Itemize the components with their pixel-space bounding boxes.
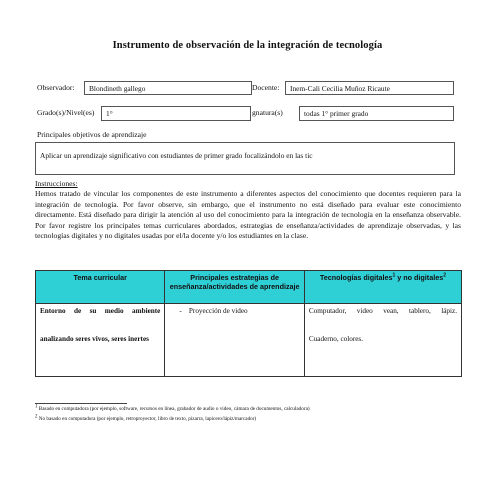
tecnologia-line-1: Computador, video vean, tablero, lápiz. (308, 307, 457, 315)
footnote-2 (35, 416, 256, 422)
objetivos-field[interactable]: Aplicar un aprendizaje significativo con estudiantes de primer grado focalizándolo en las tic (35, 142, 455, 175)
footnote-ref-2: 2 (443, 272, 446, 279)
asignatura-label: gnatura(s) (252, 108, 283, 117)
observador-field[interactable]: Blondineth gallego (84, 81, 252, 95)
docente-label: Docente: (252, 83, 280, 92)
header-tecnologias (304, 271, 461, 304)
footnote-1-text: Basado en computadora (por ejemplo, software, recursos en línea, grabador de audio o video, cámara de documentos, calculadora) (38, 406, 310, 412)
header-estrategias: Principales estrategias de enseñanza/actividades de aprendizaje (165, 271, 305, 304)
tema-line-1: Entorno de su medio ambiente (40, 307, 161, 315)
tema-line-2: analizando seres vivos, seres inertes (40, 335, 149, 343)
cell-estrategias[interactable] (165, 304, 305, 377)
header-tecnologias-no-digitales: y no digitales (395, 273, 444, 282)
footnote-divider (35, 403, 127, 404)
objetivos-label: Principales objetivos de aprendizaje (37, 130, 147, 139)
footnote-ref-1: 1 (392, 272, 396, 279)
grado-field[interactable]: 1° (101, 106, 251, 121)
table-header-row (36, 271, 462, 304)
observation-table (35, 270, 462, 377)
grado-label: Grado(s)/Nivel(es) (37, 108, 95, 117)
footnote-2-number: 2 (35, 414, 38, 420)
estrategia-item: - Proyección de video (179, 307, 248, 315)
cell-tecnologias[interactable] (304, 304, 461, 377)
table-row (36, 304, 462, 377)
cell-tema[interactable] (36, 304, 165, 377)
asignatura-field[interactable]: todas 1° primer grado (299, 106, 454, 121)
header-tema-curricular: Tema curricular (36, 271, 165, 304)
tecnologia-line-2: Cuaderno, colores. (308, 335, 364, 343)
docente-field[interactable]: Inem-Cali Cecilia Muñoz Ricaute (285, 81, 454, 95)
header-tecnologias-digitales: Tecnologías digitales (319, 273, 393, 282)
footnote-2-text: No basado en computadora (por ejemplo, retroproyector, libro de texto, pizarra, lapicero/lápiz/marcador) (38, 416, 257, 422)
instrucciones-heading: Instrucciones: (35, 179, 78, 188)
document-title: Instrumento de observación de la integración de tecnología (112, 40, 383, 51)
footnote-1-number: 1 (35, 404, 38, 410)
observador-label: Observador: (37, 83, 75, 92)
footnote-1 (35, 406, 310, 412)
instrucciones-body: Hemos tratado de vincular los componentes de este instrumento a diferentes aspectos del conocimiento que docentes requieren para la integración de tecnología. Por favor observe, sin embargo, que el instrumento no está diseñado para evaluar este conocimiento directamente. Está diseñado para dirigir la atención al uso del conocimiento para la integración de tecnología en la enseñanza observable. Por favor registre los principales temas curriculares abordados, estrategias de enseñanza/actividades de aprendizaje observadas, y las tecnologías digitales y no digitales usadas por el/la docente y/o los estudiantes en la clase. (35, 189, 461, 241)
